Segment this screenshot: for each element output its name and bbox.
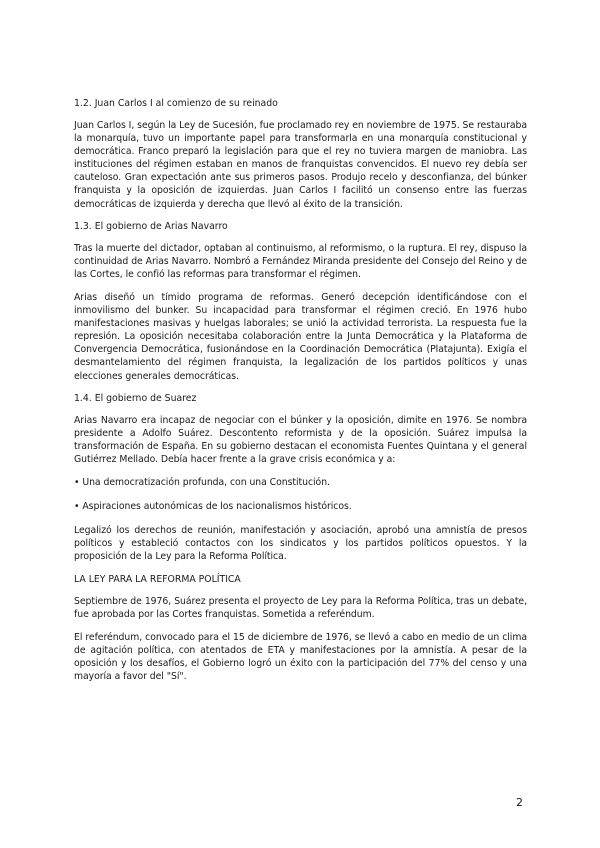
section-heading-ley-reforma: LA LEY PARA LA REFORMA POLÍTICA <box>74 573 241 585</box>
section-heading-suarez: 1.4. El gobierno de Suarez <box>74 393 197 405</box>
bullet-item: • Una democratización profunda, con una Constitución. <box>74 476 330 488</box>
page-content <box>74 97 527 693</box>
bullet-item: • Aspiraciones autonómicas de los nacionalismos históricos. <box>74 501 352 513</box>
paragraph: Arias Navarro era incapaz de negociar con el búnker y la oposición, dimite en 1976. Se nombra presidente a Adolfo Suárez. Descontento reformista y de la oposición. Suárez impulsa la transformación de España. En su gobierno destacan el economista Fuentes Quintana y el general Gutiérrez Mellado. Debía hacer frente a la grave crisis económica y a: <box>74 415 527 466</box>
page-number: 2 <box>516 796 523 809</box>
paragraph: Juan Carlos I, según la Ley de Sucesión, fue proclamado rey en noviembre de 1975. Se restauraba la monarquía, tuvo un importante papel para transformarla en una monarquía constitucional y democrática. Franco preparó la legislación para que el rey no tuviera margen de maniobra. Las instituciones del régimen estaban en manos de franquistas convencidos. El nuevo rey debía ser cauteloso. Gran expectación ante sus primeros pasos. Produjo recelo y desconfianza, del búnker franquista y la oposición de izquierdas. Juan Carlos I facilitó un consenso entre las fuerzas democráticas de izquierda y derecha que llevó al éxito de la transición. <box>74 120 527 210</box>
section-heading-arias-navarro: 1.3. El gobierno de Arias Navarro <box>74 221 228 233</box>
paragraph: Legalizó los derechos de reunión, manifestación y asociación, aprobó una amnistía de presos políticos y estableció contactos con los sindicatos y los partidos políticos opuestos. Y la proposición de la Ley para la Reforma Política. <box>74 525 527 563</box>
paragraph: Septiembre de 1976, Suárez presenta el proyecto de Ley para la Reforma Política, tras un debate, fue aprobada por las Cortes franquistas. Sometida a referéndum. <box>74 595 527 621</box>
paragraph: Tras la muerte del dictador, optaban al continuismo, al reformismo, o la ruptura. El rey, dispuso la continuidad de Arias Navarro. Nombró a Fernández Miranda presidente del Consejo del Reino y de las Cortes, le confió las reformas para transformar el régimen. <box>74 243 527 281</box>
paragraph: Arias diseñó un tímido programa de reformas. Generó decepción identificándose con el inmovilismo del bunker. Su incapacidad para transformar el régimen creció. En 1976 hubo manifestaciones masivas y huelgas laborales; se unió la actividad terrorista. La respuesta fue la represión. La oposición necesitaba colaboración entre la Junta Democrática y la Plataforma de Convergencia Democrática, fusionándose en la Coordinación Democrática (Platajunta). Exigía el desmantelamiento del régimen franquista, la legalización de los partidos políticos y unas elecciones generales democráticas. <box>74 291 527 382</box>
paragraph: El referéndum, convocado para el 15 de diciembre de 1976, se llevó a cabo en medio de un clima de agitación política, con atentados de ETA y manifestaciones por la amnistía. A pesar de la oposición y los desafíos, el Gobierno logró un éxito con la participación del 77% del censo y una mayoría a favor del "Sí". <box>74 631 527 682</box>
section-heading-juan-carlos: 1.2. Juan Carlos I al comienzo de su reinado <box>74 98 278 109</box>
